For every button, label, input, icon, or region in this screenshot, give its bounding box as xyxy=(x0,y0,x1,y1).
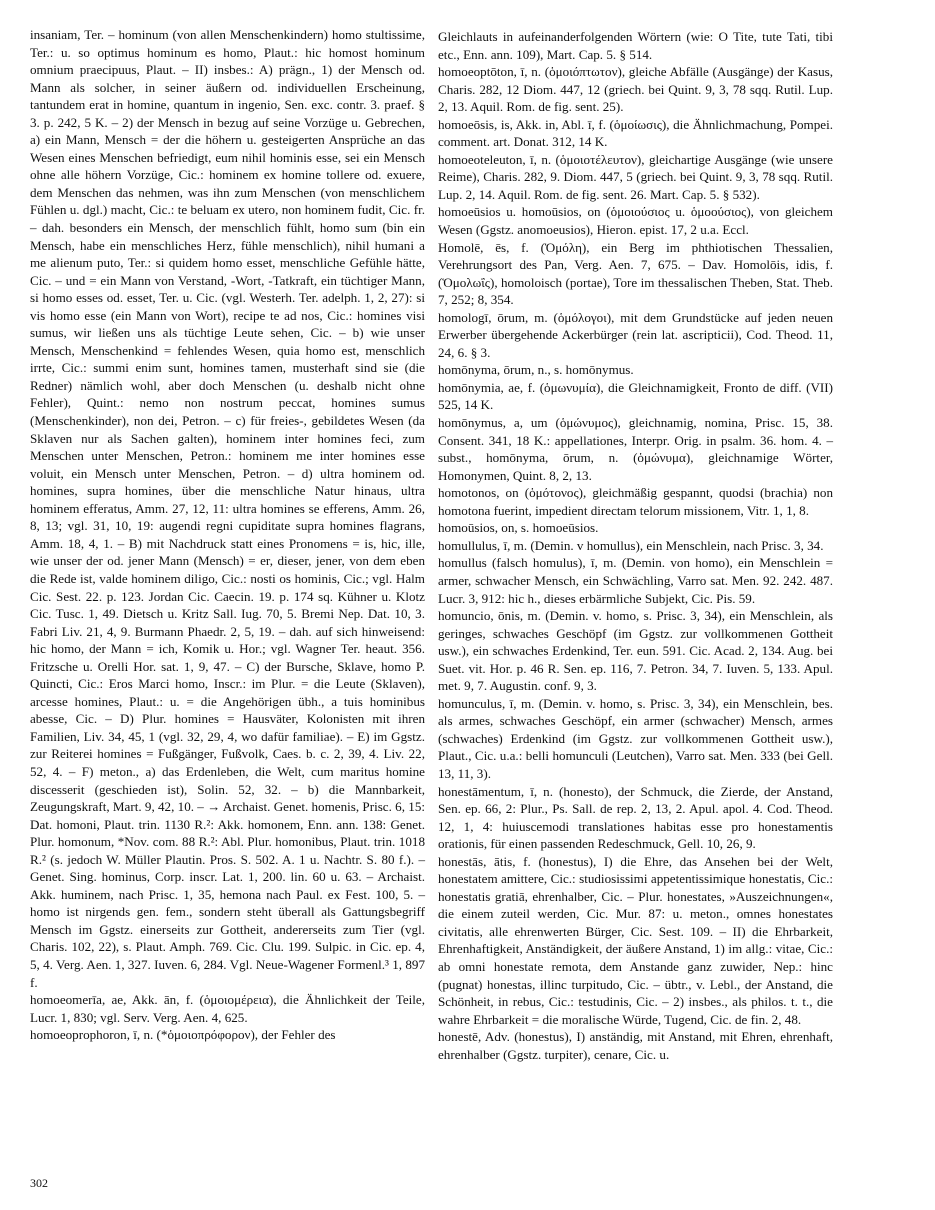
entry-homullus: homullus (falsch homulus), ī, m. (Demin. von homo), ein Menschlein = armer, schwacher Mensch, ein Schwächling, Varro sat. Men. 92. 242. 487. Lucr. 3, 912: hic h., dieses erbärmliche Subjekt, Cic. Pis. 59. xyxy=(438,555,833,606)
entry-homotonos: homotonos, on (ὁμότονος), gleichmäßig gespannt, quodsi (brachia) non homotona fuerint, impedient directam telorum missionem, Vitr. 1, 1, 8. xyxy=(438,485,833,518)
entry-homoeoprophoron-continued: Gleichlauts in aufeinanderfolgenden Wörtern (wie: O Tite, tute Tati, tibi etc., Enn. ann. 109), Mart. Cap. 5. § 514. xyxy=(438,29,833,62)
entry-homo-continued: insaniam, Ter. – hominum (von allen Menschenkindern) homo stultissime, Ter.: u. so optimus hominum es homo, Plaut.: hic homost hominum omnium praecipuus, Plaut. – II) insbes.: A) prägn., 1) der Mensch od. Mann als solcher, in seiner äußern od. individuellen Erscheinung, tantundem erat in homine, quantum in ingenio, Sen. exc. contr. 3. praef. § 3. p. 242, 5 K. – 2) der Mensch in bezug auf seine Vorzüge u. Gebrechen, a) ein Mann, Mensch = der die höhern u. gesteigerten Ansprüche an das Wesen eines Menschen befriedigt, eum nihil hominis esse, sei ein Mensch ohne alle höhern Vorzüge, Cic.: hominem ex homine tollere od. exuere, dem Menschen das nehmen, was ihn zum Menschen (von menschlichem Fühlen u. dgl.) macht, Cic.: te beluam ex utero, non hominem fudit, Cic. fr. – dah. besonders ein Mensch, der menschlich fühlt, homo sum (bin ein Mensch, habe ein menschliches Herz, fühle menschlich), nihil humani a me alienum puto, Ter.: si quidem homo esset, menschliche Gefühle hätte, Cic. – und = ein Mann von Verstand, -Wort, -Tatkraft, ein tüchtiger Mann, si homo esses od. esset, Ter. u. Cic. (vgl. Westerh. Ter. adelph. 1, 2, 27): si vis homo esse (ein Mann von Wort), recipe te ad nos, Cic.: homines visi sumus, wir ließen uns als tüchtige Leute sehen, Cic. – b) wie unser Mensch, Menschenkind = fehlendes Wesen, quia homo est, menschlich irrte, Cic.: summi enim sunt, homines tamen, musterhaft sind sie (die Redner) nämlich wohl, aber doch Menschen (u. deshalb nicht ohne Fehler), Quint.: nemo non nostrum peccat, homines sumus (Menschenkinder), non dei, Petron. – c) für freies-, gebildetes Wesen (da Sklaven nur als Sachen galten), hominem inter homines feci, zum Menschen unter Menschen, Petron.: hominem me inter homines esse voluit, ein Mensch unter Menschen, Petron. – d) ultra hominem od. homines, supra homines, über die menschliche Natur hinaus, ultra hominem efferatus, Amm. 27, 12, 11: ultra homines se efferens, Amm. 26, 8, 13; vgl. 31, 10, 19: augendi regni cupiditate supra homines flagrans, Amm. 18, 4, 1. – B) mit Nachdruck statt eines Pronomens = is, hic, ille, wie unser der od. jener Mann (Mensch) = er, dieser, jener, von dem eben die Rede ist, valde hominem diligo, Cic.: nosti os hominis, Cic.; vgl. Halm Cic. Sest. 22. p. 123. Jordan Cic. Caecin. 19. p. 174 sq. Kühner u. Klotz Cic. Tusc. 1, 49. Dietsch u. Kritz Sall. Iug. 70, 5. Bremi Nep. Dat. 10, 3. Fabri Liv. 21, 4, 9. Burmann Phaedr. 2, 5, 19. – dah. auf sich hinweisend: hic homo, der Mann = ich, Komik u. Hor.; vgl. Wagner Ter. heaut. 356. Fritzsche u. Orelli Hor. sat. 1, 9, 47. – C) der Bursche, Sklave, homo P. Quincti, Cic.: Eros Marci homo, Inscr.: im Plur. = die Leute (Sklaven), arcesse homines, Plaut.: u. = die Angehörigen übh., a tuis hominibus abesse, Cic. – D) Plur. homines = Hausväter, Kolonisten mit ihren Familien, Liv. 34, 45, 1 (vgl. 32, 29, 4, wo dafür familiae). – E) im Ggstz. zur Reiterei homines = Fußgänger, Fußvolk, Caes. b. c. 2, 39, 4. Liv. 22, 52, 4. – F) meton., a) das Erdenleben, die Welt, cum maritus homine discesserit (geschieden ist), Solin. 52, 32. – b) die Mannbarkeit, Zeugungskraft, Mart. 9, 42, 10. – → Archaist. Genet. homenis, Prisc. 6, 15: Dat. homoni, Plaut. trin. 1130 R.²: Akk. homonem, Enn. ann. 138: Genet. Plur. homonum, *Nov. com. 88 R.²: Abl. Plur. homonibus, Plaut. trin. 1018 R.² (s. jedoch W. Müller Plautin. Pros. S. 502. A. 1 u. Nachtr. S. 80 f.). – Genet. Sing. hominus, Corp. inscr. Lat. 1, 200. lin. 60 u. 63. – Archaist. Akk. huminem, nach Prisc. 1, 35, hemona nach Paul. ex Fest. 100, 5. – homo ist nirgends gen. fem., sondern steht überall als Gattungsbegriff Mensch im Ggstz. einerseits zur Gottheit, andererseits zum Tier (vgl. Charis. 102, 22), s. Plaut. Amph. 769. Cic. Clu. 199. Sulpic. in Cic. ep. 4, 5, 4. Verg. Aen. 1, 327. Iuven. 6, 284. Vgl. Neue-Wagener Formenl.³ 1, 897 f. xyxy=(30,27,425,990)
entry-homonymus: homōnymus, a, um (ὁμώνυμος), gleichnamig, nomina, Prisc. 15, 38. Consent. 341, 18 K.: appellationes, Interpr. Orig. in psalm. 36. hom. 4. – subst., homōnyma, ōrum, n. (ὁμώνυμα), gleichnamige Wörter, Homonymen, Quint. 8, 2, 13. xyxy=(438,415,833,483)
entry-homoeoteleuton: homoeoteleuton, ī, n. (ὁμοιοτέλευτον), gleichartige Ausgänge (wie unsere Reime), Charis. 282, 9. Diom. 447, 5 (griech. bei Quint. 9, 3, 78 sqq. Rutil. Lup. 2, 14. Aquil. Rom. de fig. sent. 26. Mart. Cap. 5. § 532). xyxy=(438,151,833,202)
entry-homuncio: homuncio, ōnis, m. (Demin. v. homo, s. Prisc. 3, 34), ein Menschlein, als geringes, schwaches Geschöpf (im Ggstz. zur vollkommenen Gottheit usw.), ein schwaches Erdenkind, Ter. eun. 591. Cic. Acad. 2, 134. Aug. bei Suet. vit. Hor. p. 46 R. Sen. ep. 116, 7. Petron. 34, 7. Iuven. 5, 133. Apul. met. 9, 7. Augustin. conf. 9, 3. xyxy=(438,608,833,694)
entry-homole: Homolē, ēs, f. (Ὁμόλη), ein Berg im phthiotischen Thessalien, Verehrungsort des Pan, Verg. Aen. 7, 675. – Dav. Homolōis, idis, f. (Ὁμολωΐς), homoloisch (portae), Tore im thessalischen Theben, Stat. Theb. 7, 252; 8, 354. xyxy=(438,239,833,308)
entry-homonymia: homōnymia, ae, f. (ὁμωνυμία), die Gleichnamigkeit, Fronto de diff. (VII) 525, 14 K. xyxy=(438,379,833,413)
entry-honeste: honestē, Adv. (honestus), I) anständig, mit Anstand, mit Ehren, ehrenhaft, ehrenhalber (Ggstz. turpiter), cenare, Cic. u. xyxy=(438,1029,833,1062)
entry-homoeusios: homoeūsios u. homoūsios, on (ὁμοιούσιος u. ὁμοούσιος), von gleichem Wesen (Ggstz. anomoeusios), Hieron. epist. 17, 2 u.a. Eccl. xyxy=(438,204,833,238)
entry-honestamentum: honestāmentum, ī, n. (honesto), der Schmuck, die Zierde, der Anstand, Sen. ep. 66, 2: Plur., Ps. Sall. de rep. 2, 13, 2. Apul. apol. 4. Cod. Theod. 12, 1, 4: huiuscemodi translationes habitas esse pro honestamentis orationis, für einen passenden Redeschmuck, Gell. 10, 26, 9. xyxy=(438,783,833,852)
page-number: 302 xyxy=(30,1176,48,1190)
entry-homousios: homoūsios, on, s. homoeūsios. xyxy=(438,520,599,536)
entry-homunculus: homunculus, ī, m. (Demin. v. homo, s. Prisc. 3, 34), ein Menschlein, bes. als armes, schwaches Geschöpf, ein armer (schwacher) Mensch, armes (schwaches) Erdenkind (im Ggstz. zur vollkommenen Gottheit usw.), Plaut., Cic. u.a.: belli homunculi (Leutchen), Varro sat. Men. 333 (bei Gell. 13, 11, 3). xyxy=(438,695,833,781)
entry-homoeoptoton: homoeoptōton, ī, n. (ὁμοιόπτωτον), gleiche Abfälle (Ausgänge) der Kasus, Charis. 282, 12 Diom. 447, 12 (griech. bei Quint. 9, 3, 78 sqq. Rutil. Lup. 2, 13. Aquil. Rom. de fig. sent. 25). xyxy=(438,64,833,115)
entry-homologi: homologī, ōrum, m. (ὁμόλογοι), mit dem Grundstücke auf jeden neuen Erwerber übergehende Ackerbürger (rein lat. ascripticii), Cod. Theod. 11, 24, 6. § 3. xyxy=(438,309,833,360)
entry-homonyma: homōnyma, ōrum, n., s. homōnymus. xyxy=(438,362,634,378)
right-column xyxy=(438,28,833,1063)
entry-honestas: honestās, ātis, f. (honestus), I) die Ehre, das Ansehen bei der Welt, honestatem amittere, Cic.: studiosissimi appetentissimique honestatis, Cic.: honestatis gratiā, ehrenhalber, Cic. – Plur. honestates, »Auszeichnungen«, die einem zuteil werden, Cic. Mur. 87: u. meton., omnes honestates civitatis, alle ehrenwerten Bürger, Cic. Sest. 109. – II) die Ehrbarkeit, Ehrenhaftigkeit, Anständigkeit, der äußere Anstand, 1) im allg.: vitae, Cic.: ab omni honestate remota, dem Anstande ganz zuwider, Nep.: hinc (pugnat) honestas, illinc turpitudo, Cic. – übtr., v. Lebl., der Anstand, die Schönheit, in rebus, Cic.: testudinis, Cic. – 2) insbes., als philos. t. t., die wahre Ehrbarkeit = die moralische Würde, Tugend, Cic. de fin. 2, 48. xyxy=(438,853,833,1027)
entry-homoeosis: homoeōsis, is, Akk. in, Abl. ī, f. (ὁμοίωσις), die Ähnlichmachung, Pompei. comment. art. Donat. 312, 14 K. xyxy=(438,116,833,150)
entry-homoeomeria: homoeomerīa, ae, Akk. ān, f. (ὁμοιομέρεια), die Ähnlichkeit der Teile, Lucr. 1, 830; vgl. Serv. Verg. Aen. 4, 625. xyxy=(30,992,425,1025)
left-column xyxy=(30,26,425,1044)
entry-homoeoprophoron: homoeoprophoron, ī, n. (*ὁμοιοπρόφορον), der Fehler des xyxy=(30,1027,336,1043)
entry-homullulus: homullulus, ī, m. (Demin. v homullus), ein Menschlein, nach Prisc. 3, 34. xyxy=(438,537,824,553)
